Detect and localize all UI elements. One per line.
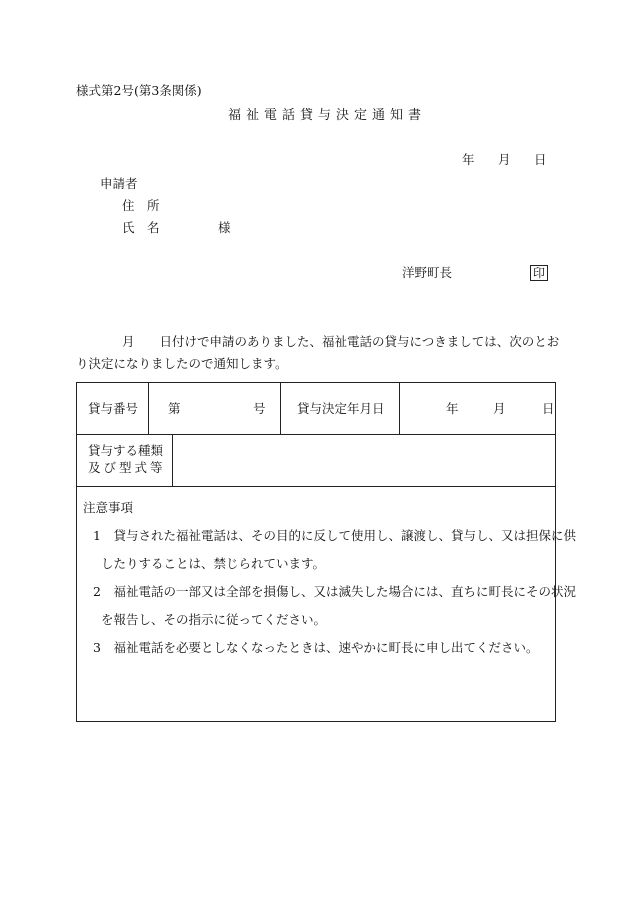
- date-day-label: 日: [534, 152, 547, 167]
- note-1-line-2: したりすることは、禁じられています。: [101, 556, 326, 571]
- intro-line-2: り決定になりましたので通知します。: [76, 356, 288, 371]
- decision-date-day: 日: [542, 401, 555, 416]
- notes-heading: 注意事項: [83, 500, 134, 515]
- date-year-label: 年: [462, 152, 475, 167]
- honorific: 様: [218, 220, 231, 235]
- col-divider-2: [280, 383, 281, 434]
- address-label: 住 所: [122, 198, 160, 213]
- notice-form-table: [76, 382, 576, 722]
- decision-date-label: 貸与決定年月日: [297, 401, 385, 416]
- note-2-line-2: を報告し、その指示に従ってください。: [101, 612, 327, 627]
- loan-type-label-1: 貸与する種類: [88, 443, 164, 458]
- col-divider-1: [148, 383, 149, 434]
- issuer-title: 洋野町長: [402, 265, 453, 280]
- loan-type-label-2: 及び型式等: [88, 460, 166, 475]
- row-divider-1: [77, 434, 555, 435]
- form-number: 様式第2号(第3条関係): [76, 83, 202, 98]
- intro-line-1: 月 日付けで申請のありました、福祉電話の貸与につきましては、次のとお: [122, 334, 560, 349]
- note-3-line-1: 3 福祉電話を必要としなくなったときは、速やかに町長に申し出てください。: [93, 640, 539, 655]
- note-1-line-1: 1 貸与された福祉電話は、その目的に反して使用し、譲渡し、貸与し、又は担保に供: [93, 528, 576, 543]
- date-month-label: 月: [498, 152, 511, 167]
- document-title: 福祉電話貸与決定通知書: [228, 108, 427, 123]
- decision-date-month: 月: [493, 401, 506, 416]
- loan-number-label: 貸与番号: [88, 401, 139, 416]
- seal-text: 印: [530, 265, 548, 281]
- col-divider-type: [172, 434, 173, 486]
- row-divider-2: [77, 486, 555, 487]
- col-divider-3: [399, 383, 400, 434]
- decision-date-year: 年: [446, 401, 459, 416]
- seal-mark: [530, 265, 548, 281]
- note-2-line-1: 2 福祉電話の一部又は全部を損傷し、又は滅失した場合には、直ちに町長にその状況: [93, 584, 576, 599]
- loan-number-suffix: 号: [253, 401, 266, 416]
- name-label: 氏 名: [122, 220, 160, 235]
- loan-number-prefix: 第: [168, 401, 181, 416]
- applicant-label: 申請者: [100, 176, 138, 191]
